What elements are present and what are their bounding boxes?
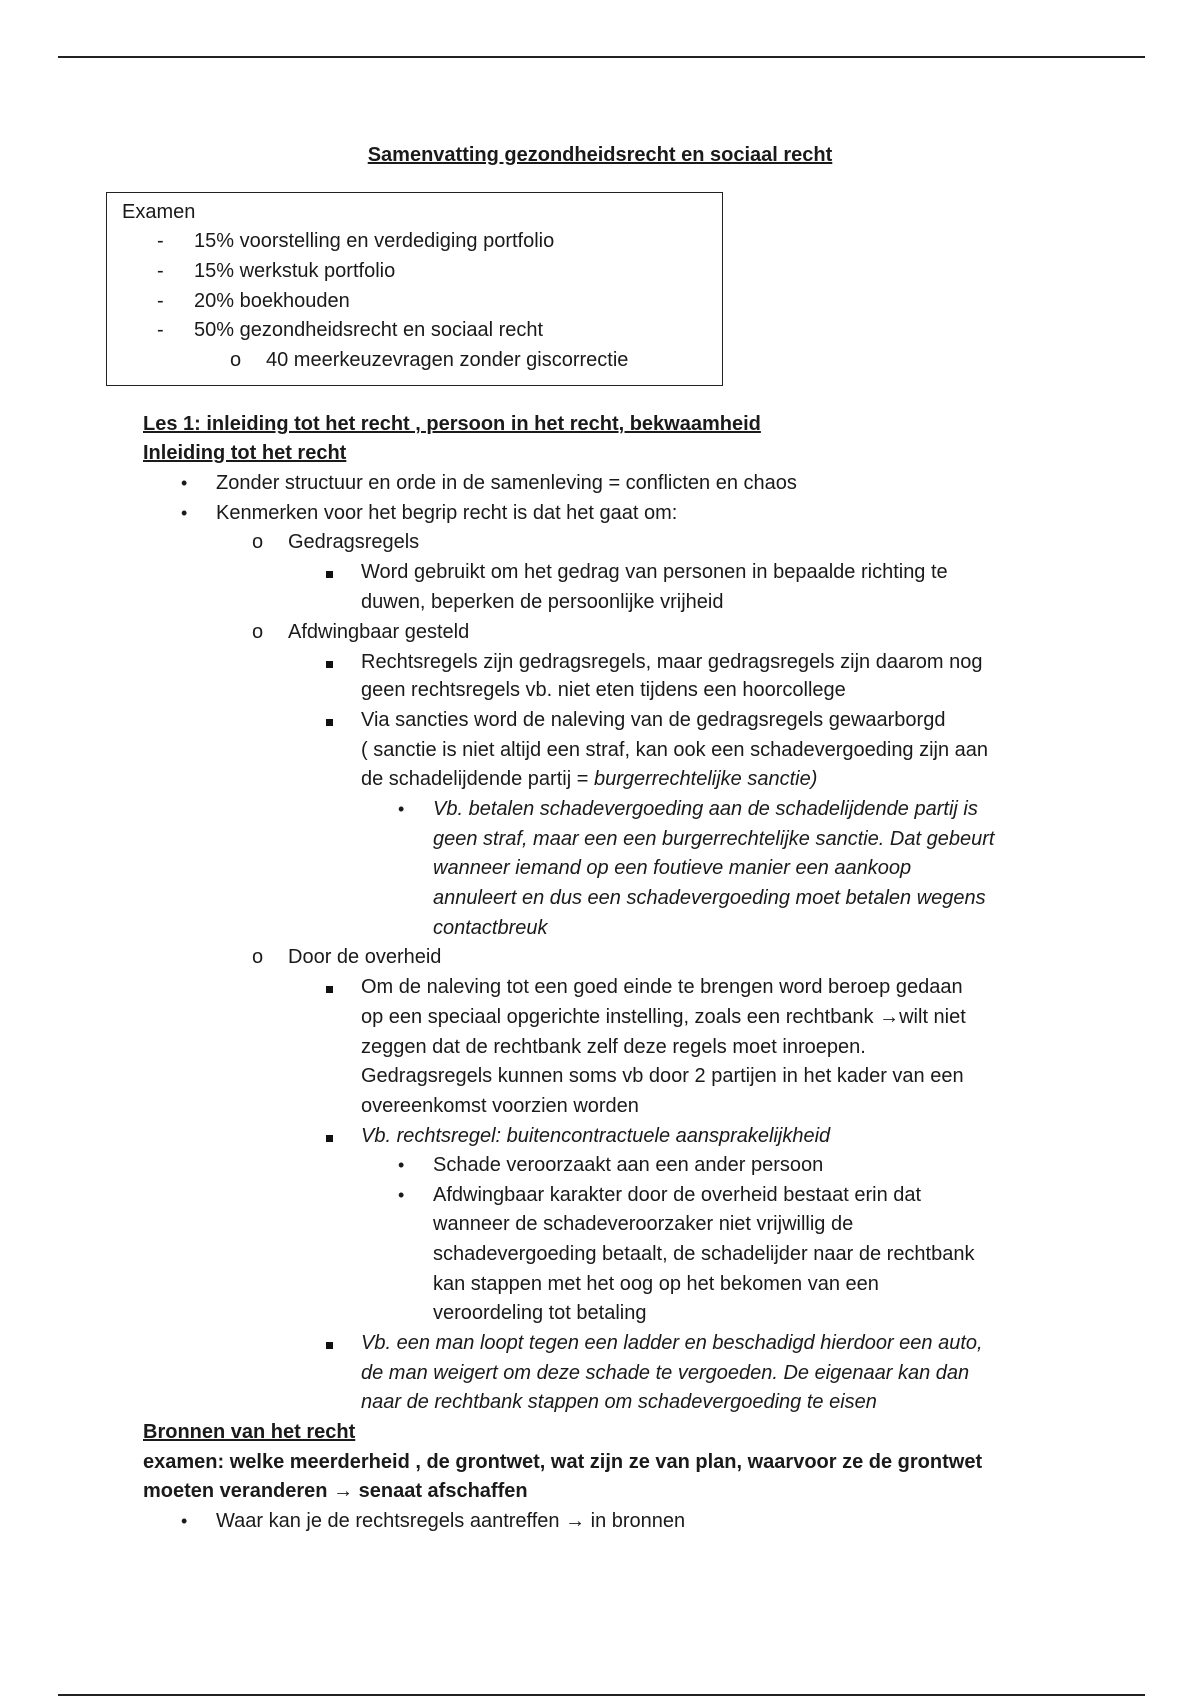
list-item: Schade veroorzaakt aan een ander persoon [433, 1154, 824, 1176]
list-item-cont: de man weigert om deze schade te vergoeden. De eigenaar kan dan [361, 1362, 970, 1384]
square-bullet-icon [326, 1122, 333, 1151]
page-title: Samenvatting gezondheidsrecht en sociaal recht [367, 144, 833, 166]
bullet-marker: • [398, 1155, 405, 1175]
list-item-cont: geen straf, maar een een burgerrechtelijke sanctie. Dat gebeurt [433, 828, 995, 850]
exam-note-cont: moeten veranderen → senaat afschaffen [143, 1480, 528, 1502]
list-item-cont: op een speciaal opgerichte instelling, zoals een rechtbank →wilt niet [361, 1006, 966, 1028]
dash-marker: - [157, 290, 164, 312]
list-item-cont: geen rechtsregels vb. niet eten tijdens een hoorcollege [361, 679, 846, 701]
les1-heading: Les 1: inleiding tot het recht , persoon in het recht, bekwaamheid [143, 413, 761, 435]
bullet-marker: • [181, 503, 188, 523]
exam-subitem: 40 meerkeuzevragen zonder giscorrectie [266, 349, 629, 371]
list-item: Gedragsregels [288, 531, 420, 553]
list-item-cont: Gedragsregels kunnen soms vb door 2 partijen in het kader van een [361, 1065, 964, 1087]
bottom-rule [58, 1694, 1145, 1696]
exam-item: 50% gezondheidsrecht en sociaal recht [194, 319, 544, 341]
square-bullet-icon [326, 558, 333, 587]
exam-item: 15% voorstelling en verdediging portfolio [194, 230, 555, 252]
list-item: Vb. een man loopt tegen een ladder en beschadigd hierdoor een auto, [361, 1332, 983, 1354]
list-item-cont: wanneer iemand op een foutieve manier een aankoop [433, 857, 912, 879]
list-item-cont: zeggen dat de rechtbank zelf deze regels moet inroepen. [361, 1036, 866, 1058]
circle-marker: o [252, 946, 264, 968]
list-text-italic: burgerrechtelijke sanctie) [593, 768, 818, 790]
square-bullet-icon [326, 648, 333, 677]
dash-marker: - [157, 230, 164, 252]
bullet-marker: • [398, 1185, 405, 1205]
list-text: de schadelijdende partij = [361, 768, 594, 790]
list-item-cont: naar de rechtbank stappen om schadevergoeding te eisen [361, 1391, 877, 1413]
bullet-marker: • [181, 473, 188, 493]
list-item-cont: overeenkomst voorzien worden [361, 1095, 639, 1117]
list-item-cont: ( sanctie is niet altijd een straf, kan ook een schadevergoeding zijn aan [361, 739, 989, 761]
dash-marker: - [157, 319, 164, 341]
list-item: Om de naleving tot een goed einde te brengen word beroep gedaan [361, 976, 963, 998]
exam-item: 20% boekhouden [194, 290, 350, 312]
bullet-marker: • [181, 1511, 188, 1531]
dash-marker: - [157, 260, 164, 282]
list-item: Kenmerken voor het begrip recht is dat het gaat om: [216, 502, 678, 524]
list-item: Waar kan je de rechtsregels aantreffen → in bronnen [216, 1510, 686, 1532]
bullet-marker: • [398, 799, 405, 819]
list-item-cont: contactbreuk [433, 917, 548, 939]
square-bullet-icon [326, 973, 333, 1002]
list-item-cont: veroordeling tot betaling [433, 1302, 647, 1324]
list-item-cont: schadevergoeding betaalt, de schadelijder naar de rechtbank [433, 1243, 975, 1265]
square-bullet-icon [326, 706, 333, 735]
exam-item: 15% werkstuk portfolio [194, 260, 396, 282]
list-item: Door de overheid [288, 946, 442, 968]
list-item-cont: kan stappen met het oog op het bekomen van een [433, 1273, 879, 1295]
section-heading-inleiding: Inleiding tot het recht [143, 442, 347, 464]
list-item: Vb. betalen schadevergoeding aan de schadelijdende partij is [433, 798, 978, 820]
circle-marker: o [252, 531, 264, 553]
list-item: Word gebruikt om het gedrag van personen in bepaalde richting te [361, 561, 948, 583]
list-item: Rechtsregels zijn gedragsregels, maar gedragsregels zijn daarom nog [361, 651, 983, 673]
exam-note: examen: welke meerderheid , de grontwet, wat zijn ze van plan, waarvoor ze de grontwet [143, 1451, 983, 1473]
exam-heading: Examen [122, 201, 196, 223]
circle-marker: o [252, 621, 264, 643]
list-item-cont [361, 765, 817, 794]
list-item-cont: duwen, beperken de persoonlijke vrijheid [361, 591, 724, 613]
section-heading-bronnen: Bronnen van het recht [143, 1421, 356, 1443]
list-item: Afdwingbaar gesteld [288, 621, 470, 643]
list-item: Via sancties word de naleving van de gedragsregels gewaarborgd [361, 709, 946, 731]
list-item: Afdwingbaar karakter door de overheid bestaat erin dat [433, 1184, 922, 1206]
list-item: Zonder structuur en orde in de samenleving = conflicten en chaos [216, 472, 797, 494]
square-bullet-icon [326, 1329, 333, 1358]
top-rule [58, 56, 1145, 58]
list-item: Vb. rechtsregel: buitencontractuele aansprakelijkheid [361, 1125, 831, 1147]
circle-marker: o [230, 349, 242, 371]
list-item-cont: annuleert en dus een schadevergoeding moet betalen wegens [433, 887, 986, 909]
list-item-cont: wanneer de schadeveroorzaker niet vrijwillig de [433, 1213, 854, 1235]
